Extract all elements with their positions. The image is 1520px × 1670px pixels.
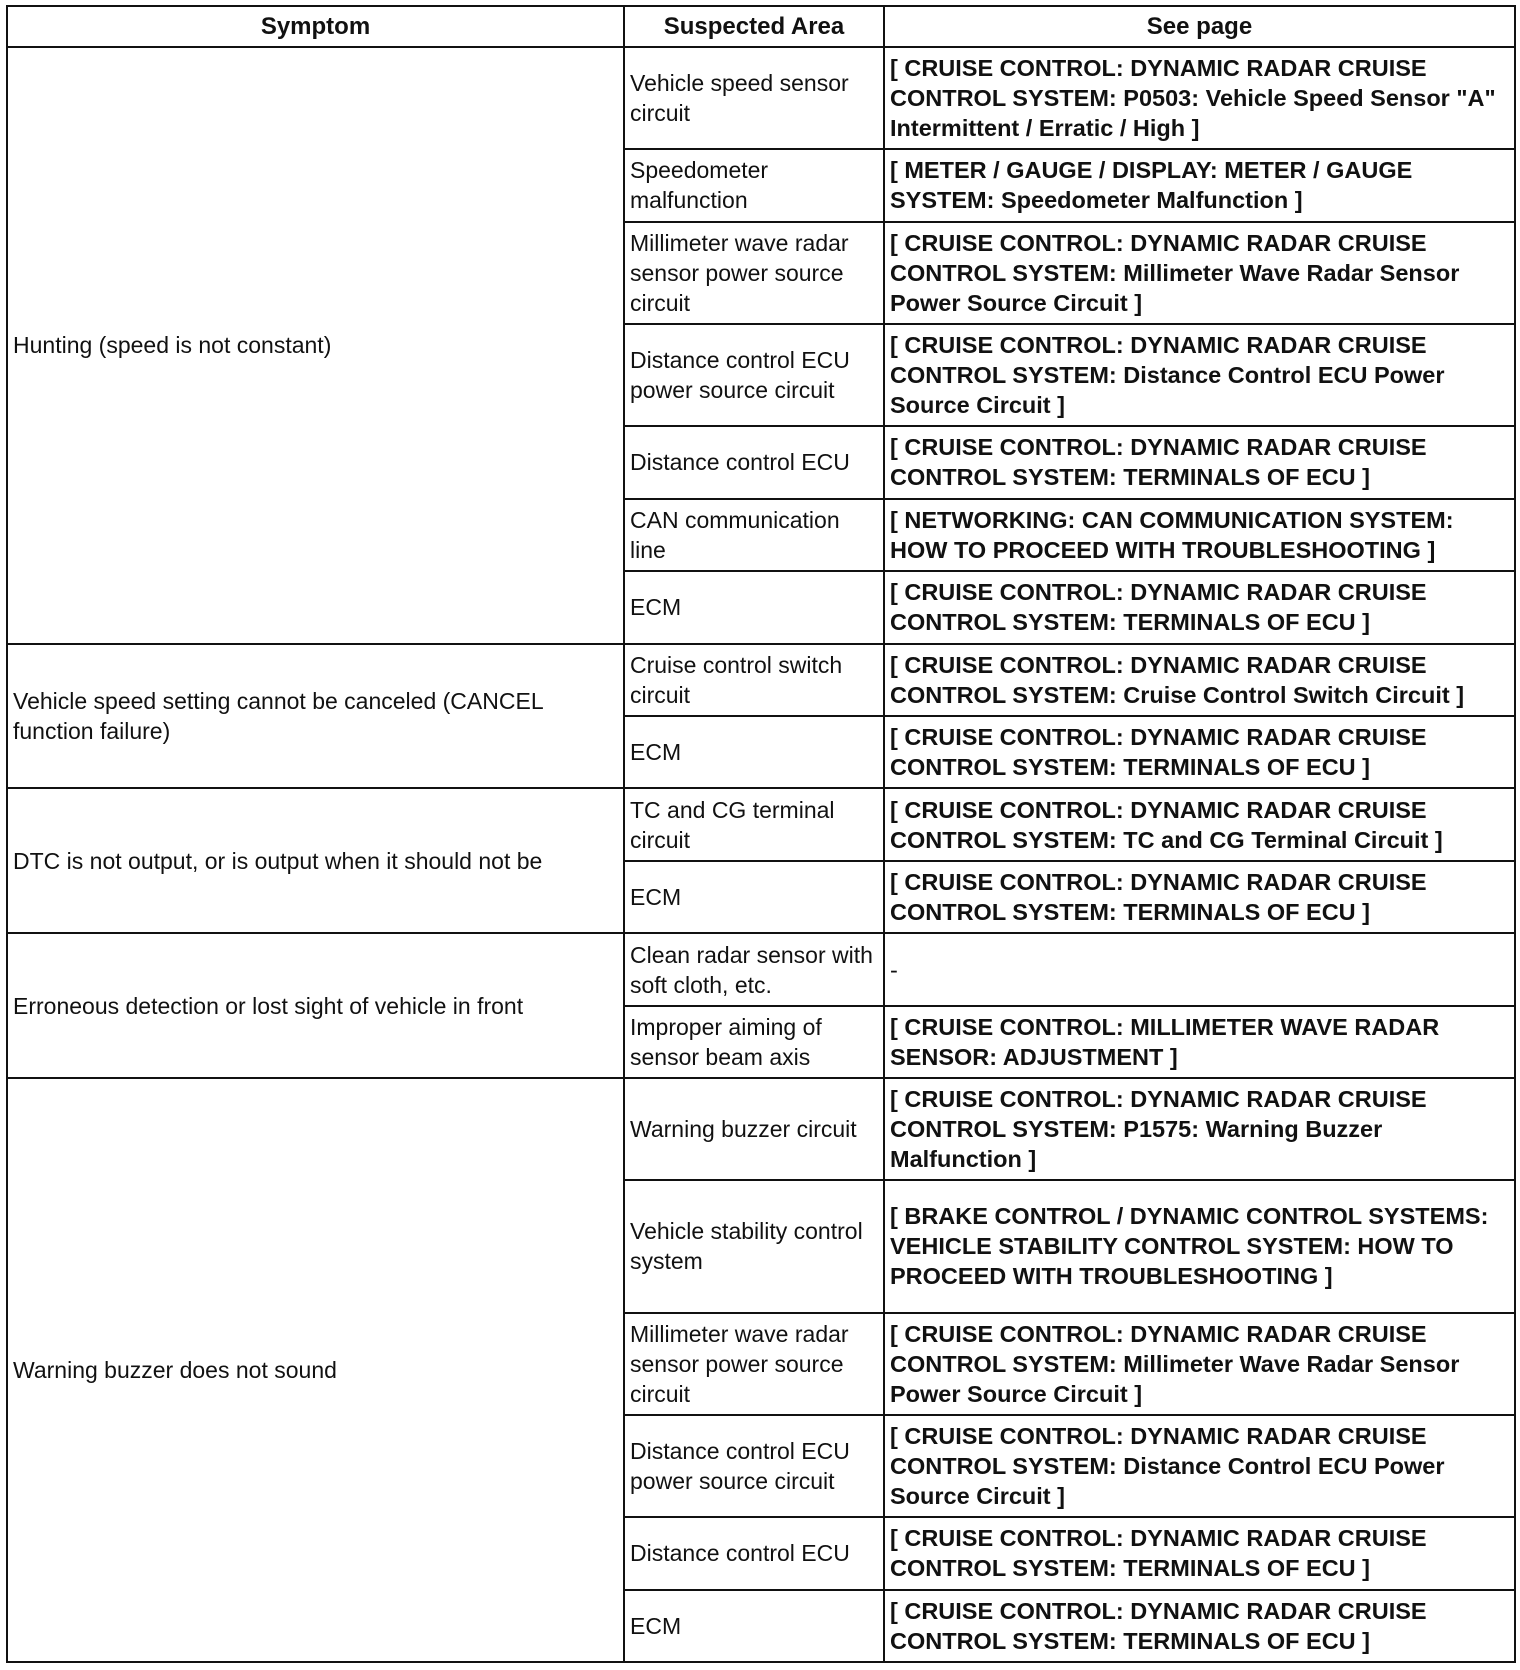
see-page-cell: [ CRUISE CONTROL: DYNAMIC RADAR CRUISE CONTROL SYSTEM: TERMINALS OF ECU ] — [884, 571, 1515, 643]
see-page-cell: [ CRUISE CONTROL: DYNAMIC RADAR CRUISE CONTROL SYSTEM: Cruise Control Switch Circuit ] — [884, 644, 1515, 716]
see-page-cell: [ CRUISE CONTROL: DYNAMIC RADAR CRUISE CONTROL SYSTEM: Distance Control ECU Power Source Circuit ] — [884, 324, 1515, 426]
header-see-page: See page — [884, 6, 1515, 47]
header-suspected-area: Suspected Area — [624, 6, 884, 47]
suspected-area-cell: ECM — [624, 861, 884, 933]
see-page-cell: [ CRUISE CONTROL: DYNAMIC RADAR CRUISE CONTROL SYSTEM: Millimeter Wave Radar Sensor Power Source Circuit ] — [884, 1313, 1515, 1415]
suspected-area-cell: ECM — [624, 571, 884, 643]
table-row — [7, 933, 1515, 1005]
suspected-area-cell: Improper aiming of sensor beam axis — [624, 1006, 884, 1078]
header-symptom: Symptom — [7, 6, 624, 47]
suspected-area-cell: Millimeter wave radar sensor power source circuit — [624, 1313, 884, 1415]
suspected-area-cell: TC and CG terminal circuit — [624, 788, 884, 860]
table-row — [7, 644, 1515, 716]
suspected-area-cell: Vehicle stability control system — [624, 1180, 884, 1312]
suspected-area-cell: Cruise control switch circuit — [624, 644, 884, 716]
suspected-area-cell: Distance control ECU — [624, 426, 884, 498]
suspected-area-cell: Vehicle speed sensor circuit — [624, 47, 884, 149]
symptom-cell: Hunting (speed is not constant) — [7, 47, 624, 644]
see-page-cell: [ CRUISE CONTROL: DYNAMIC RADAR CRUISE CONTROL SYSTEM: P0503: Vehicle Speed Sensor "A" Intermittent / Erratic / High ] — [884, 47, 1515, 149]
table-row — [7, 47, 1515, 149]
suspected-area-cell: Warning buzzer circuit — [624, 1078, 884, 1180]
see-page-cell: [ CRUISE CONTROL: DYNAMIC RADAR CRUISE CONTROL SYSTEM: P1575: Warning Buzzer Malfunction ] — [884, 1078, 1515, 1180]
see-page-cell: [ BRAKE CONTROL / DYNAMIC CONTROL SYSTEMS: VEHICLE STABILITY CONTROL SYSTEM: HOW TO PROCEED WITH TROUBLESHOOTING ] — [884, 1180, 1515, 1312]
suspected-area-cell: Distance control ECU power source circuit — [624, 1415, 884, 1517]
suspected-area-cell: Millimeter wave radar sensor power source circuit — [624, 222, 884, 324]
symptom-cell: Erroneous detection or lost sight of vehicle in front — [7, 933, 624, 1078]
suspected-area-cell: ECM — [624, 1590, 884, 1663]
see-page-cell: [ CRUISE CONTROL: DYNAMIC RADAR CRUISE CONTROL SYSTEM: TERMINALS OF ECU ] — [884, 861, 1515, 933]
symptom-cell: Warning buzzer does not sound — [7, 1078, 624, 1662]
see-page-cell: [ CRUISE CONTROL: MILLIMETER WAVE RADAR SENSOR: ADJUSTMENT ] — [884, 1006, 1515, 1078]
see-page-cell: [ CRUISE CONTROL: DYNAMIC RADAR CRUISE CONTROL SYSTEM: TERMINALS OF ECU ] — [884, 426, 1515, 498]
suspected-area-cell: CAN communication line — [624, 499, 884, 571]
symptom-cell: Vehicle speed setting cannot be canceled (CANCEL function failure) — [7, 644, 624, 789]
table-row — [7, 788, 1515, 860]
suspected-area-cell: Distance control ECU — [624, 1517, 884, 1589]
troubleshooting-table — [6, 5, 1516, 1663]
see-page-cell: [ CRUISE CONTROL: DYNAMIC RADAR CRUISE CONTROL SYSTEM: Distance Control ECU Power Source Circuit ] — [884, 1415, 1515, 1517]
suspected-area-cell: Distance control ECU power source circuit — [624, 324, 884, 426]
see-page-cell: [ CRUISE CONTROL: DYNAMIC RADAR CRUISE CONTROL SYSTEM: TERMINALS OF ECU ] — [884, 1590, 1515, 1663]
see-page-cell: - — [884, 933, 1515, 1005]
suspected-area-cell: ECM — [624, 716, 884, 788]
see-page-cell: [ CRUISE CONTROL: DYNAMIC RADAR CRUISE CONTROL SYSTEM: TC and CG Terminal Circuit ] — [884, 788, 1515, 860]
table-row — [7, 1078, 1515, 1180]
symptom-cell: DTC is not output, or is output when it should not be — [7, 788, 624, 933]
see-page-cell: [ NETWORKING: CAN COMMUNICATION SYSTEM: HOW TO PROCEED WITH TROUBLESHOOTING ] — [884, 499, 1515, 571]
table-header — [7, 6, 1515, 47]
see-page-cell: [ CRUISE CONTROL: DYNAMIC RADAR CRUISE CONTROL SYSTEM: TERMINALS OF ECU ] — [884, 1517, 1515, 1589]
suspected-area-cell: Clean radar sensor with soft cloth, etc. — [624, 933, 884, 1005]
see-page-cell: [ CRUISE CONTROL: DYNAMIC RADAR CRUISE CONTROL SYSTEM: Millimeter Wave Radar Sensor Power Source Circuit ] — [884, 222, 1515, 324]
table-body — [7, 47, 1515, 1662]
header-row — [7, 6, 1515, 47]
see-page-cell: [ METER / GAUGE / DISPLAY: METER / GAUGE SYSTEM: Speedometer Malfunction ] — [884, 149, 1515, 221]
suspected-area-cell: Speedometer malfunction — [624, 149, 884, 221]
see-page-cell: [ CRUISE CONTROL: DYNAMIC RADAR CRUISE CONTROL SYSTEM: TERMINALS OF ECU ] — [884, 716, 1515, 788]
